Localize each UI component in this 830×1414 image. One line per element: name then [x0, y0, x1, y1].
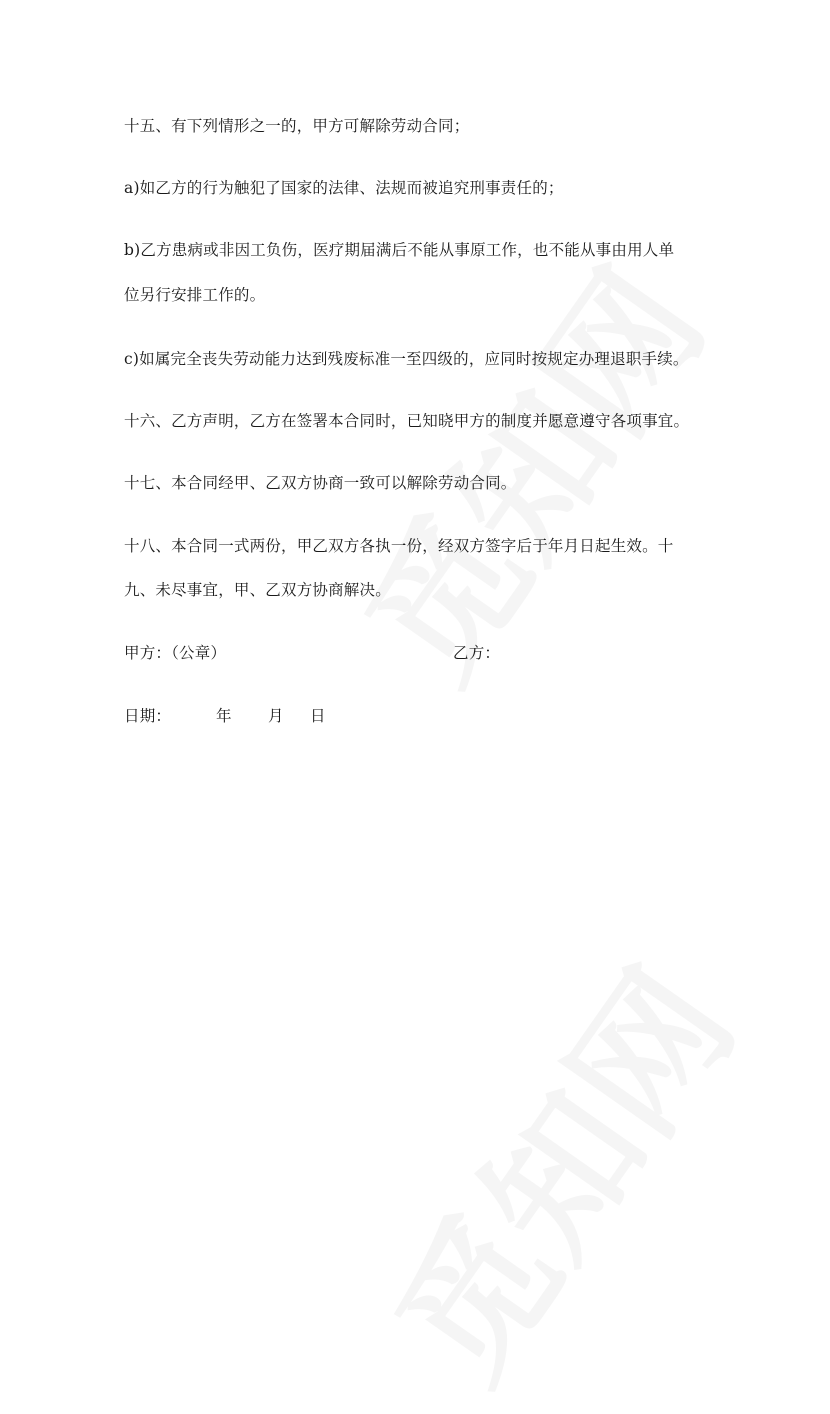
- date-label: 日期：: [124, 707, 172, 725]
- party-b-signature: 乙方：: [453, 644, 501, 662]
- clause-15-item-a: a)如乙方的行为触犯了国家的法律、法规而被追究刑事责任的；: [124, 179, 564, 197]
- clause-15-heading: 十五、有下列情形之一的，甲方可解除劳动合同；: [124, 117, 470, 135]
- clause-16: 十六、乙方声明，乙方在签署本合同时，已知晓甲方的制度并愿意遵守各项事宜。: [124, 412, 690, 430]
- clause-18-line2: 九、未尽事宜，甲、乙双方协商解决。: [124, 581, 391, 599]
- date-year: 年: [216, 707, 232, 725]
- clause-18-line1: 十八、本合同一式两份，甲乙双方各执一份，经双方签字后于年月日起生效。十: [124, 537, 674, 555]
- date-day: 日: [310, 707, 326, 725]
- clause-17: 十七、本合同经甲、乙双方协商一致可以解除劳动合同。: [124, 474, 517, 492]
- date-month: 月: [268, 707, 284, 725]
- clause-15-item-b-line2: 位另行安排工作的。: [124, 286, 266, 304]
- clause-15-item-b-line1: b)乙方患病或非因工负伤，医疗期届满后不能从事原工作，也不能从事由用人单: [124, 241, 675, 259]
- watermark: [307, 222, 742, 715]
- clause-15-item-c: c)如属完全丧失劳动能力达到残废标准一至四级的，应同时按规定办理退职手续。: [124, 350, 689, 368]
- watermark: [337, 922, 772, 1414]
- party-a-signature: 甲方：（公章）: [124, 644, 227, 662]
